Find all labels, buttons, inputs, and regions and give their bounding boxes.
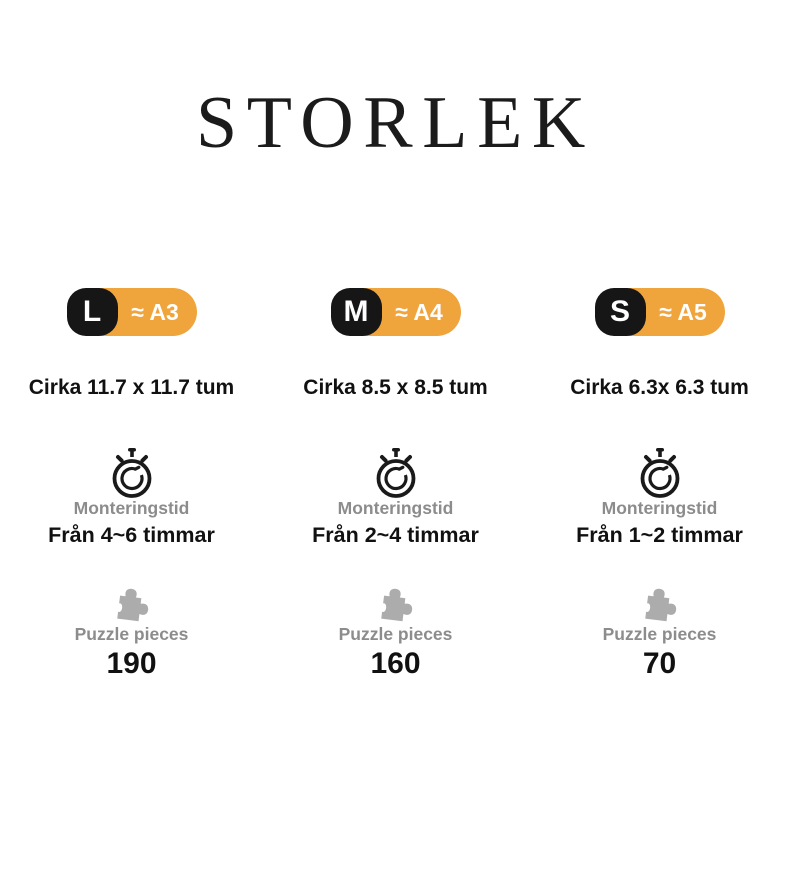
size-letter-badge: L [67, 288, 118, 336]
approx-size-label: ≈ A4 [395, 298, 443, 325]
size-letter-badge: S [595, 288, 646, 336]
assembly-time-label: Monteringstid [601, 498, 718, 518]
puzzle-piece-icon [637, 584, 681, 625]
size-column-l [0, 288, 263, 681]
puzzle-pieces-count: 190 [106, 647, 157, 680]
page-title: STORLEK [195, 82, 595, 164]
size-columns [0, 288, 791, 681]
puzzle-piece-icon [109, 584, 153, 625]
puzzle-pieces-label: Puzzle pieces [602, 624, 717, 644]
assembly-time-value: Från 2~4 timmar [312, 523, 479, 547]
assembly-time-label: Monteringstid [337, 498, 454, 518]
approx-size-label: ≈ A5 [659, 298, 707, 325]
dimensions-text: Cirka 8.5 x 8.5 tum [303, 376, 488, 399]
size-letter-badge: M [331, 288, 382, 336]
puzzle-pieces-label: Puzzle pieces [74, 624, 189, 644]
assembly-time-label: Monteringstid [73, 498, 190, 518]
size-badge-s [595, 288, 725, 336]
size-badge-l [67, 288, 197, 336]
dimensions-text: Cirka 11.7 x 11.7 tum [28, 376, 235, 399]
puzzle-pieces-count: 70 [642, 647, 677, 680]
puzzle-pieces-count: 160 [370, 647, 421, 680]
stopwatch-icon [637, 448, 683, 500]
assembly-time-value: Från 4~6 timmar [48, 523, 215, 547]
size-column-m [264, 288, 527, 681]
approx-size-label: ≈ A3 [131, 298, 179, 325]
size-badge-m [331, 288, 461, 336]
puzzle-piece-icon [373, 584, 417, 625]
assembly-time-value: Från 1~2 timmar [576, 523, 743, 547]
stopwatch-icon [109, 448, 155, 500]
dimensions-text: Cirka 6.3x 6.3 tum [570, 376, 749, 399]
size-column-s [528, 288, 791, 681]
puzzle-pieces-label: Puzzle pieces [338, 624, 453, 644]
stopwatch-icon [373, 448, 419, 500]
